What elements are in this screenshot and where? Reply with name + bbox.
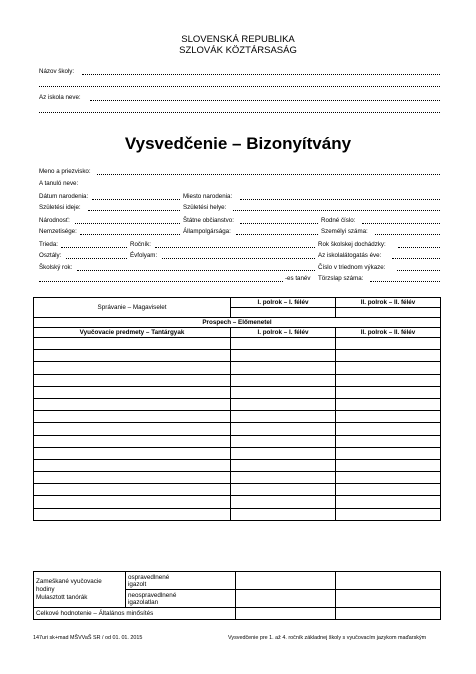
birth-place-field[interactable] <box>240 193 440 200</box>
unexcused-label-hu: igazolatlan <box>128 598 159 606</box>
year-hu-label: Évfolyam: <box>130 252 158 259</box>
subject-sem2-cell[interactable] <box>336 374 441 386</box>
register-number-hu-field[interactable] <box>370 275 440 282</box>
grades-table <box>33 297 441 521</box>
register-number-hu-label: Törzslap száma: <box>318 275 364 282</box>
behavior-sem1-cell[interactable] <box>231 308 336 318</box>
subject-sem2-cell[interactable] <box>336 350 441 362</box>
subject-sem2-cell[interactable] <box>336 362 441 374</box>
overall-label: Celkové hodnotenie – Általános minősítés <box>34 608 236 620</box>
class-label: Trieda: <box>39 241 59 248</box>
unexcused-label <box>126 590 236 608</box>
citizenship-hu-label: Állampolgársága: <box>183 228 231 235</box>
behavior-label: Správanie – Magaviselet <box>34 298 231 318</box>
excused-label <box>126 572 236 590</box>
subjects-sem2-header: II. polrok – II. félév <box>336 328 441 338</box>
subject-name-cell[interactable] <box>34 459 231 471</box>
absence-label-line-2: hodiny <box>36 585 55 593</box>
excused-sem2-cell[interactable] <box>336 572 441 590</box>
school-attendance-hu-field[interactable] <box>392 252 440 259</box>
subject-sem2-cell[interactable] <box>336 447 441 459</box>
subject-sem2-cell[interactable] <box>336 459 441 471</box>
subject-sem1-cell[interactable] <box>231 411 336 423</box>
subject-name-cell[interactable] <box>34 435 231 447</box>
nationality-hu-field[interactable] <box>80 228 180 235</box>
footer-description: Vysvedčenie pre 1. až 4. ročník základnej školy s vyučovacím jazykom maďarským <box>228 635 427 641</box>
unexcused-label-sk: neospravedlnené <box>128 591 177 599</box>
subject-sem1-cell[interactable] <box>231 508 336 520</box>
behavior-sem1-header: I. polrok – I. félév <box>231 298 336 308</box>
subject-name-cell[interactable] <box>34 386 231 398</box>
school-name-field[interactable] <box>82 68 440 75</box>
subject-sem1-cell[interactable] <box>231 472 336 484</box>
subject-name-cell[interactable] <box>34 374 231 386</box>
overall-sem2-cell[interactable] <box>336 608 441 620</box>
subject-sem2-cell[interactable] <box>336 398 441 410</box>
register-number-field[interactable] <box>397 264 440 271</box>
behavior-sem2-header: II. polrok – II. félév <box>336 298 441 308</box>
subject-sem2-cell[interactable] <box>336 472 441 484</box>
subject-sem2-cell[interactable] <box>336 508 441 520</box>
subject-name-cell[interactable] <box>34 484 231 496</box>
progress-header: Prospech – Előmenetel <box>34 318 441 328</box>
subject-sem1-cell[interactable] <box>231 386 336 398</box>
citizenship-hu-field[interactable] <box>236 228 318 235</box>
subject-row <box>34 435 441 447</box>
subject-name-cell[interactable] <box>34 496 231 508</box>
citizenship-label: Štátne občianstvo: <box>183 217 234 224</box>
school-year-hu-field[interactable] <box>39 275 283 282</box>
school-name-label: Názov školy: <box>39 68 75 75</box>
subjects-header: Vyučovacie predmety – Tantárgyak <box>34 328 231 338</box>
citizenship-field[interactable] <box>240 217 318 224</box>
subject-sem2-cell[interactable] <box>336 386 441 398</box>
birth-place-hu-field[interactable] <box>233 204 440 211</box>
subject-row <box>34 447 441 459</box>
pupil-name-label: A tanuló neve: <box>39 180 79 187</box>
class-hu-field[interactable] <box>66 252 127 259</box>
birth-date-hu-label: Születési ideje: <box>39 204 81 211</box>
subjects-sem1-header: I. polrok – I. félév <box>231 328 336 338</box>
subject-row <box>34 472 441 484</box>
subject-row <box>34 386 441 398</box>
birth-date-label: Dátum narodenia: <box>39 193 89 200</box>
subject-name-cell[interactable] <box>34 423 231 435</box>
subject-row <box>34 411 441 423</box>
subject-row <box>34 496 441 508</box>
birth-place-label: Miesto narodenia: <box>183 193 233 200</box>
school-name-hu-line-2[interactable] <box>39 106 440 113</box>
subject-row <box>34 423 441 435</box>
birth-number-label: Rodné číslo: <box>321 217 356 224</box>
subject-sem1-cell[interactable] <box>231 423 336 435</box>
excused-label-sk: ospravedlnené <box>128 573 170 581</box>
subject-sem1-cell[interactable] <box>231 447 336 459</box>
subject-sem1-cell[interactable] <box>231 484 336 496</box>
country-name-hu: SZLOVÁK KÖZTÁRSASÁG <box>179 45 297 56</box>
year-label: Ročník: <box>130 241 151 248</box>
subject-row <box>34 484 441 496</box>
subject-sem1-cell[interactable] <box>231 435 336 447</box>
unexcused-sem1-cell[interactable] <box>236 590 336 608</box>
subject-name-cell[interactable] <box>34 398 231 410</box>
subject-name-cell[interactable] <box>34 472 231 484</box>
subject-name-cell[interactable] <box>34 362 231 374</box>
school-year-label: Školský rok: <box>39 264 73 271</box>
birth-date-field[interactable] <box>92 193 180 200</box>
subject-sem1-cell[interactable] <box>231 398 336 410</box>
subject-row <box>34 350 441 362</box>
id-number-hu-field[interactable] <box>375 228 440 235</box>
subject-name-cell[interactable] <box>34 350 231 362</box>
id-number-hu-label: Személyi száma: <box>321 228 368 235</box>
excused-sem1-cell[interactable] <box>236 572 336 590</box>
subject-sem1-cell[interactable] <box>231 338 336 350</box>
subject-sem2-cell[interactable] <box>336 496 441 508</box>
school-attendance-field[interactable] <box>398 241 440 248</box>
subject-sem2-cell[interactable] <box>336 423 441 435</box>
nationality-field[interactable] <box>75 217 180 224</box>
school-name-line-2[interactable] <box>39 80 440 87</box>
absence-table <box>33 571 441 620</box>
class-hu-label: Osztály: <box>39 252 62 259</box>
birth-place-hu-label: Születési helye: <box>183 204 227 211</box>
nationality-hu-label: Nemzetisége: <box>39 228 77 235</box>
subject-row <box>34 338 441 350</box>
subject-sem1-cell[interactable] <box>231 350 336 362</box>
school-attendance-hu-label: Az iskolalátogatás éve: <box>318 252 382 259</box>
subject-row <box>34 459 441 471</box>
subject-sem1-cell[interactable] <box>231 362 336 374</box>
school-name-hu-field[interactable] <box>90 94 440 101</box>
subject-name-cell[interactable] <box>34 447 231 459</box>
birth-date-hu-field[interactable] <box>88 204 180 211</box>
subject-sem1-cell[interactable] <box>231 496 336 508</box>
school-name-hu-label: Az iskola neve: <box>39 94 81 101</box>
subject-sem2-cell[interactable] <box>336 338 441 350</box>
birth-number-field[interactable] <box>362 217 440 224</box>
document-title: Vysvedčenie – Bizonyítvány <box>124 134 352 153</box>
subject-sem2-cell[interactable] <box>336 484 441 496</box>
school-year-field[interactable] <box>77 264 315 271</box>
subject-sem1-cell[interactable] <box>231 459 336 471</box>
subject-name-cell[interactable] <box>34 338 231 350</box>
subject-sem2-cell[interactable] <box>336 435 441 447</box>
subject-row <box>34 508 441 520</box>
year-hu-field[interactable] <box>162 252 315 259</box>
subject-sem1-cell[interactable] <box>231 374 336 386</box>
subject-name-cell[interactable] <box>34 508 231 520</box>
school-year-hu-label: -es tanév <box>285 275 311 282</box>
class-field[interactable] <box>61 241 127 248</box>
behavior-sem2-cell[interactable] <box>336 308 441 318</box>
absence-label-line-1: Zameškané vyučovacie <box>36 577 102 585</box>
subject-row <box>34 374 441 386</box>
school-attendance-label: Rok školskej dochádzky: <box>318 241 386 248</box>
subject-sem2-cell[interactable] <box>336 411 441 423</box>
country-name-sk: SLOVENSKÁ REPUBLIKA <box>181 34 295 45</box>
footer-form-code: 147uri sk+mad MŠVVaŠ SR / od 01. 01. 2015 <box>33 635 143 641</box>
absence-label-line-3: Mulasztott tanórák <box>36 593 88 601</box>
register-number-label: Číslo v triednom výkaze: <box>318 264 386 271</box>
name-field[interactable] <box>97 168 440 175</box>
subject-row <box>34 398 441 410</box>
overall-sem1-cell[interactable] <box>236 608 336 620</box>
subject-name-cell[interactable] <box>34 411 231 423</box>
unexcused-sem2-cell[interactable] <box>336 590 441 608</box>
absence-label <box>34 572 126 608</box>
subject-row <box>34 362 441 374</box>
nationality-label: Národnosť: <box>39 217 70 224</box>
name-label: Meno a priezvisko: <box>39 168 91 175</box>
excused-label-hu: igazolt <box>128 580 147 588</box>
year-field[interactable] <box>155 241 315 248</box>
